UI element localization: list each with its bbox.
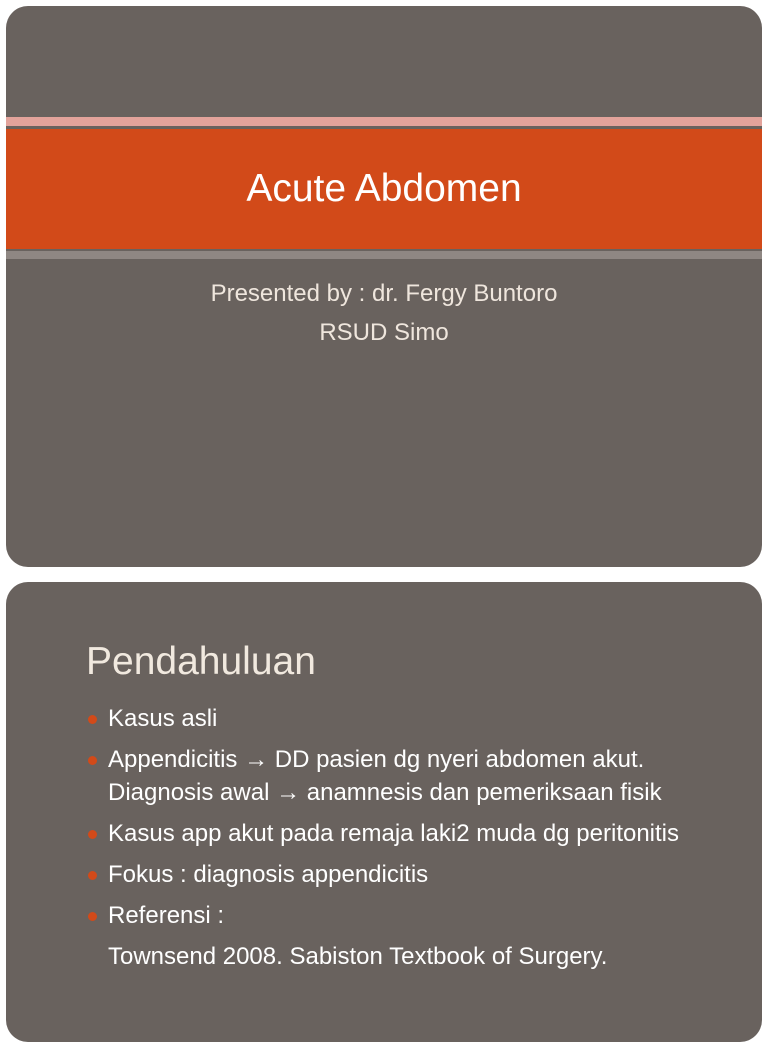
bullet-item: Kasus app akut pada remaja laki2 muda dg peritonitis [86,817,706,850]
bullet-item: Fokus : diagnosis appendicitis [86,858,706,891]
slide-subtitle [6,274,762,352]
title-slide [6,6,762,567]
reference-text: Townsend 2008. Sabiston Textbook of Surgery. [108,943,608,970]
bullet-list [86,702,706,981]
presenter-line: Presented by : dr. Fergy Buntoro [210,280,558,307]
bullet-item: Referensi : [86,899,706,932]
bullet-item: Appendicitis → DD pasien dg nyeri abdomen akut. Diagnosis awal → anamnesis dan pemeriksaan fisik [86,743,706,809]
institution-line: RSUD Simo [319,319,449,346]
bullet-item: Kasus asli [86,702,706,735]
title-band-shadow [6,251,762,259]
title-band-highlight [6,117,762,126]
content-slide [6,582,762,1042]
slide-heading: Pendahuluan [86,640,316,683]
slide-title: Acute Abdomen [246,167,522,210]
